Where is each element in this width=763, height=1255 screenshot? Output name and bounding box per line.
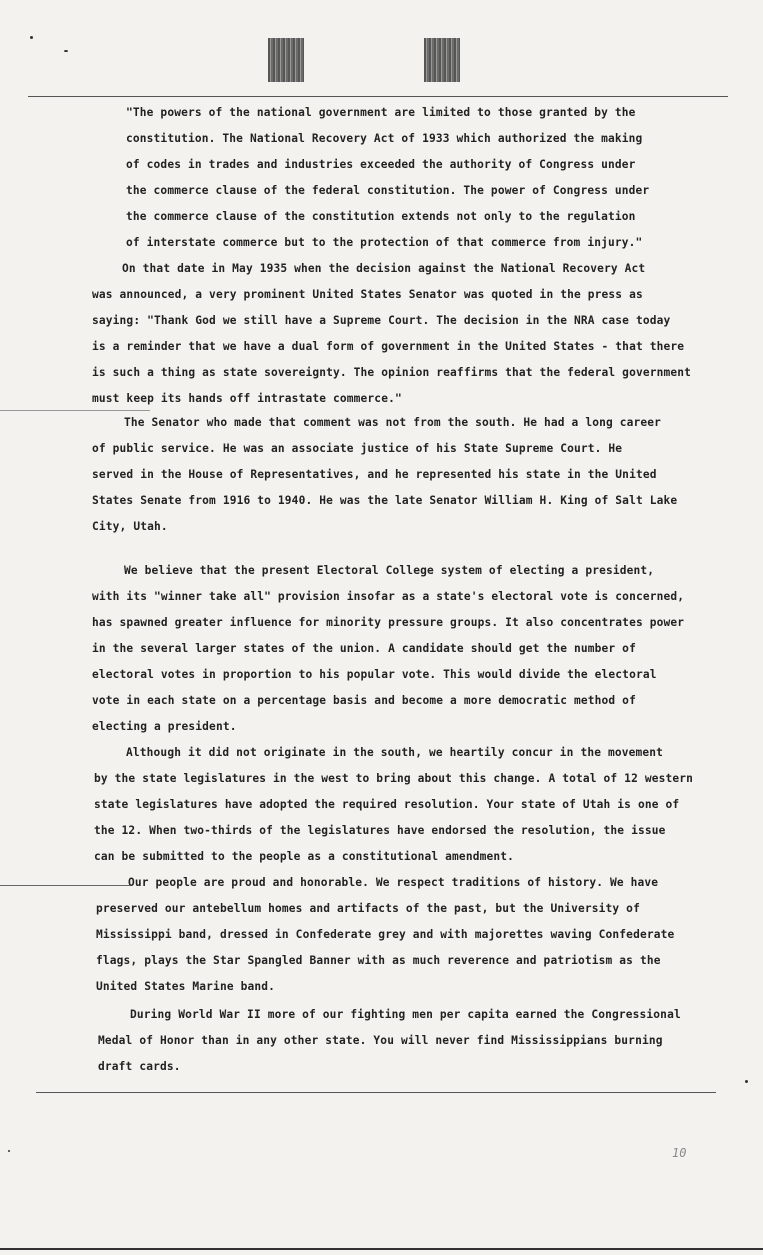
top-rule <box>28 96 728 97</box>
bottom-edge-rule <box>0 1248 763 1250</box>
text-line: of public service. He was an associate justice of his State Supreme Court. He <box>92 442 623 455</box>
text-line: state legislatures have adopted the required resolution. Your state of Utah is one of <box>94 798 680 811</box>
text-line: has spawned greater influence for minority pressure groups. It also concentrates power <box>92 616 685 629</box>
text-line: is such a thing as state sovereignty. The opinion reaffirms that the federal government <box>92 366 692 379</box>
text-line: was announced, a very prominent United States Senator was quoted in the press as <box>92 288 643 301</box>
scan-speck <box>30 36 33 39</box>
text-line: electing a president. <box>92 720 237 733</box>
text-line: During World War II more of our fighting men per capita earned the Congressional <box>130 1008 681 1021</box>
text-line: the commerce clause of the constitution extends not only to the regulation <box>126 210 636 223</box>
text-line: must keep its hands off intrastate commerce." <box>92 392 402 405</box>
text-line: United States Marine band. <box>96 980 276 993</box>
text-line: saying: "Thank God we still have a Supreme Court. The decision in the NRA case today <box>92 314 671 327</box>
text-line: with its "winner take all" provision insofar as a state's electoral vote is concerned, <box>92 590 685 603</box>
text-line: Medal of Honor than in any other state. You will never find Mississippians burning <box>98 1034 663 1047</box>
text-line: City, Utah. <box>92 520 168 533</box>
text-line: electoral votes in proportion to his popular vote. This would divide the electoral <box>92 668 657 681</box>
text-line: The Senator who made that comment was not from the south. He had a long career <box>124 416 662 429</box>
text-line: draft cards. <box>98 1060 181 1073</box>
margin-rule-2 <box>0 885 130 886</box>
lower-rule <box>36 1092 716 1093</box>
text-line: the commerce clause of the federal constitution. The power of Congress under <box>126 184 650 197</box>
text-line: On that date in May 1935 when the decision against the National Recovery Act <box>122 262 646 275</box>
text-line: in the several larger states of the union. A candidate should get the number of <box>92 642 636 655</box>
text-line: We believe that the present Electoral College system of electing a president, <box>124 564 655 577</box>
text-line: is a reminder that we have a dual form of government in the United States - that there <box>92 340 685 353</box>
text-line: served in the House of Representatives, and he represented his state in the United <box>92 468 657 481</box>
scan-speck <box>8 1150 10 1152</box>
text-line: "The powers of the national government are limited to those granted by the <box>126 106 636 119</box>
scan-speck <box>745 1080 748 1083</box>
binder-clip-right <box>424 38 460 82</box>
text-line: constitution. The National Recovery Act of 1933 which authorized the making <box>126 132 643 145</box>
text-line: Although it did not originate in the south, we heartily concur in the movement <box>126 746 664 759</box>
text-line: can be submitted to the people as a constitutional amendment. <box>94 850 515 863</box>
text-line: of interstate commerce but to the protection of that commerce from injury." <box>126 236 643 249</box>
text-line: Mississippi band, dressed in Confederate grey and with majorettes waving Confederate <box>96 928 675 941</box>
text-line: vote in each state on a percentage basis and become a more democratic method of <box>92 694 636 707</box>
page-number-mark: 10 <box>672 1146 687 1160</box>
binder-clip-left <box>268 38 304 82</box>
margin-rule-1 <box>0 410 150 411</box>
text-line: by the state legislatures in the west to bring about this change. A total of 12 western <box>94 772 694 785</box>
text-line: States Senate from 1916 to 1940. He was the late Senator William H. King of Salt Lake <box>92 494 678 507</box>
text-line: preserved our antebellum homes and artifacts of the past, but the University of <box>96 902 640 915</box>
text-line: of codes in trades and industries exceeded the authority of Congress under <box>126 158 636 171</box>
text-line: the 12. When two-thirds of the legislatures have endorsed the resolution, the issue <box>94 824 666 837</box>
text-line: flags, plays the Star Spangled Banner with as much reverence and patriotism as the <box>96 954 661 967</box>
text-line: Our people are proud and honorable. We respect traditions of history. We have <box>128 876 659 889</box>
scan-speck <box>64 50 68 52</box>
